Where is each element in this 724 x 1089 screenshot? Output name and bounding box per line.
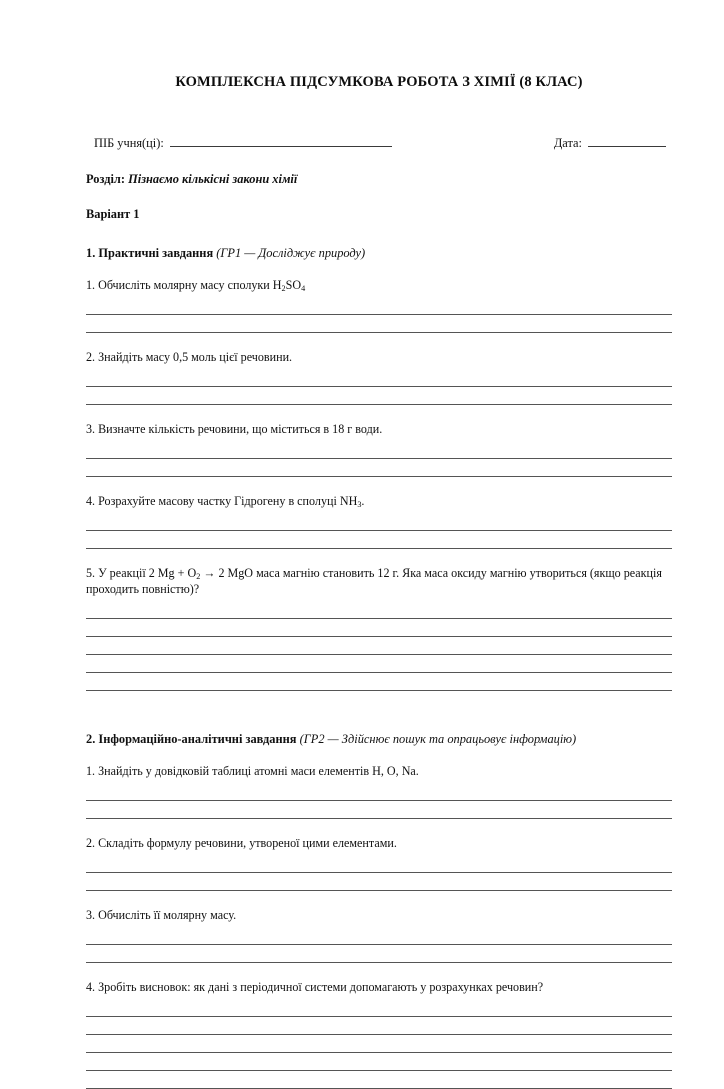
- answer-line[interactable]: [86, 655, 672, 673]
- answer-line[interactable]: [86, 673, 672, 691]
- answer-lines: [86, 785, 672, 819]
- date-field[interactable]: [546, 135, 672, 152]
- answer-line[interactable]: [86, 1001, 672, 1017]
- task-text: 1. Знайдіть у довідковій таблиці атомні маси елементів H, O, Na.: [86, 763, 419, 778]
- document-content: [86, 0, 672, 1089]
- task-item: [86, 908, 672, 963]
- task-text: 2. Складіть формулу речовини, утвореної цими елементами.: [86, 835, 397, 850]
- answer-lines: [86, 929, 672, 963]
- answer-lines: [86, 857, 672, 891]
- answer-lines: [86, 603, 672, 691]
- answer-line[interactable]: [86, 873, 672, 891]
- task-item: [86, 278, 672, 333]
- identity-row: [86, 135, 672, 152]
- answer-line[interactable]: [86, 1035, 672, 1053]
- section-heading-note: (ГР1 — Досліджує природу): [213, 245, 366, 260]
- answer-line[interactable]: [86, 603, 672, 619]
- answer-line[interactable]: [86, 371, 672, 387]
- answer-lines: [86, 443, 672, 477]
- section-topic-value: Пізнаємо кількісні закони хімії: [128, 171, 298, 186]
- task-item: [86, 494, 672, 549]
- section-heading: [86, 245, 672, 261]
- answer-line[interactable]: [86, 515, 672, 531]
- answer-line[interactable]: [86, 1071, 672, 1089]
- answer-line[interactable]: [86, 857, 672, 873]
- answer-line[interactable]: [86, 619, 672, 637]
- task-text: 3. Визначте кількість речовини, що міститься в 18 г води.: [86, 421, 383, 436]
- section-topic-line: [86, 172, 672, 188]
- student-name-label: ПІБ учня(ці):: [94, 136, 164, 151]
- variant-label: Варіант 1: [86, 207, 140, 222]
- section-gap: [86, 691, 672, 709]
- answer-lines: [86, 1001, 672, 1089]
- section-topic-label: Розділ:: [86, 171, 125, 186]
- task-item: [86, 566, 672, 691]
- section-heading-note: (ГР2 — Здійснює пошук та опрацьовує інформацію): [296, 731, 577, 746]
- task-text: 1. Обчисліть молярну масу сполуки $H_2SO_4$: [86, 278, 306, 293]
- answer-line[interactable]: [86, 299, 672, 315]
- date-label: Дата:: [553, 136, 582, 151]
- answer-lines: [86, 371, 672, 405]
- answer-lines: [86, 299, 672, 333]
- section-heading: [86, 731, 672, 747]
- answer-line[interactable]: [86, 459, 672, 477]
- task-item: [86, 764, 672, 819]
- answer-line[interactable]: [86, 1017, 672, 1035]
- answer-line[interactable]: [86, 531, 672, 549]
- student-name-blank[interactable]: [170, 135, 392, 147]
- section-heading-title: 1. Практичні завдання: [86, 245, 214, 260]
- task-item: [86, 422, 672, 477]
- answer-line[interactable]: [86, 387, 672, 405]
- answer-line[interactable]: [86, 929, 672, 945]
- page-title: КОМПЛЕКСНА ПІДСУМКОВА РОБОТА З ХІМІЇ (8 КЛАС): [175, 74, 583, 90]
- answer-line[interactable]: [86, 637, 672, 655]
- task-text: 5. У реакції 2 $Mg + O_2 \to 2$ MgO маса магнію становить 12 г. Яка маса оксиду магнію утвориться (якщо реакція проходить повністю)?: [86, 565, 662, 596]
- task-text: 4. Зробіть висновок: як дані з періодичної системи допомагають у розрахунках речовин?: [86, 979, 544, 994]
- task-item: [86, 980, 672, 1089]
- date-blank[interactable]: [588, 135, 666, 147]
- student-name-field[interactable]: [86, 135, 392, 152]
- task-item: [86, 350, 672, 405]
- section-heading-title: 2. Інформаційно-аналітичні завдання: [86, 731, 297, 746]
- task-text: 2. Знайдіть масу 0,5 моль цієї речовини.: [86, 349, 293, 364]
- answer-line[interactable]: [86, 785, 672, 801]
- answer-line[interactable]: [86, 801, 672, 819]
- task-item: [86, 836, 672, 891]
- sections-container: [86, 245, 672, 1089]
- task-text: 4. Розрахуйте масову частку Гідрогену в сполуці $NH_3$.: [86, 493, 365, 509]
- answer-line[interactable]: [86, 1053, 672, 1071]
- answer-line[interactable]: [86, 443, 672, 459]
- answer-line[interactable]: [86, 315, 672, 333]
- answer-line[interactable]: [86, 945, 672, 963]
- task-text: 3. Обчисліть її молярну масу.: [86, 907, 237, 922]
- answer-lines: [86, 515, 672, 549]
